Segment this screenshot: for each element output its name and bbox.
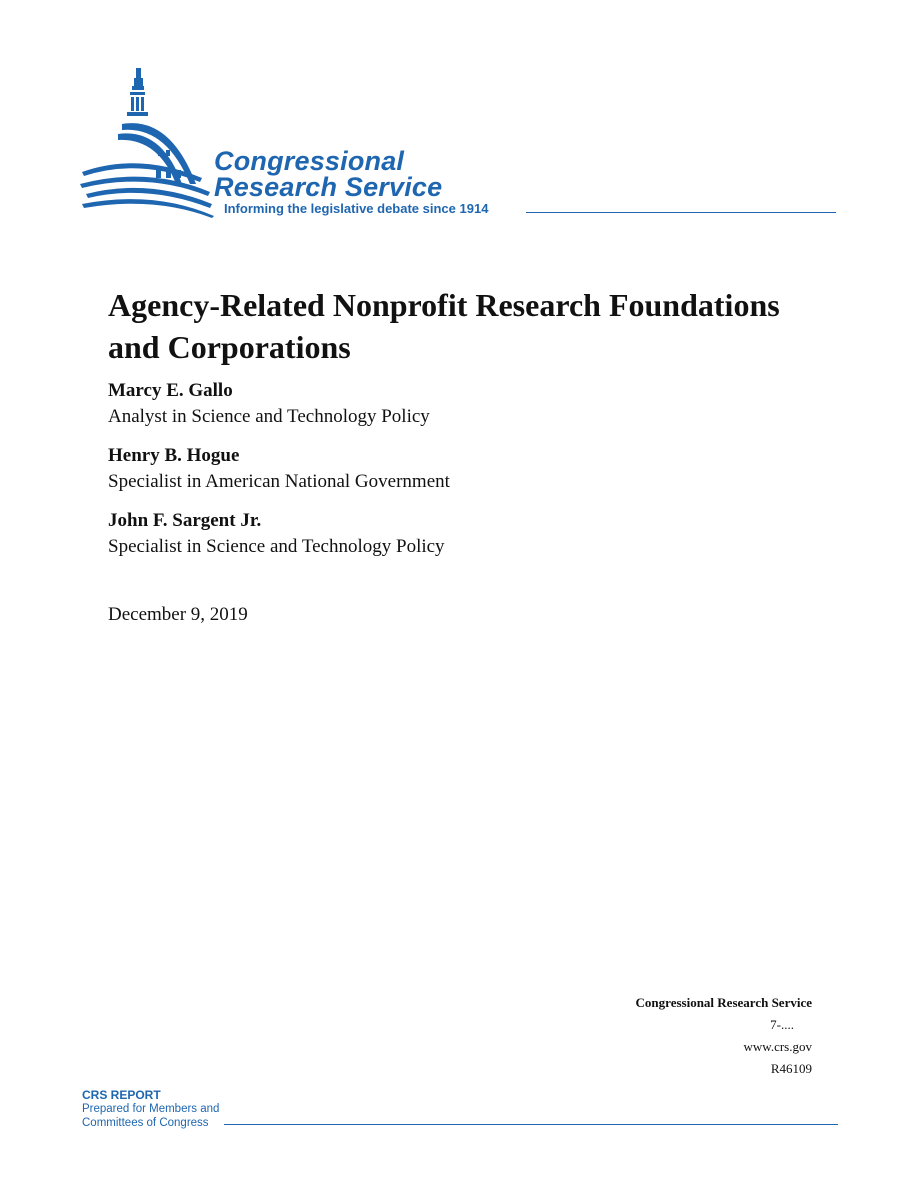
author-entry [108,443,808,495]
report-date: December 9, 2019 [108,604,248,625]
footer-line-1: Prepared for Members and [82,1103,220,1115]
footer-divider [224,1124,838,1125]
author-name: Marcy E. Gallo [108,380,233,401]
crs-info-block [636,992,812,1080]
crs-logo-name-line1: Congressional [214,146,405,176]
logo-divider [526,212,836,213]
crs-org-name: Congressional Research Service [635,995,812,1010]
report-title: Agency-Related Nonprofit Research Foundations and Corporations [108,287,780,365]
author-role: Specialist in American National Government [108,471,450,492]
author-list [108,378,808,573]
author-role: Analyst in Science and Technology Policy [108,406,430,427]
crs-code: 7-.... [770,1017,794,1032]
capitol-dome-icon [78,66,218,218]
author-entry [108,378,808,430]
author-role: Specialist in Science and Technology Policy [108,536,445,557]
footer-line-2: Committees of Congress [82,1117,209,1129]
author-name: John F. Sargent Jr. [108,510,262,531]
crs-logo-name [214,148,442,200]
footer-label: CRS REPORT [82,1088,161,1102]
crs-logo-tagline: Informing the legislative debate since 1914 [224,201,489,216]
report-number: R46109 [770,1061,812,1076]
crs-url-link[interactable]: www.crs.gov [743,1039,812,1054]
author-name: Henry B. Hogue [108,445,240,466]
crs-logo-name-line2: Research Service [214,172,443,202]
crs-report-footer [82,1088,838,1132]
author-entry [108,508,808,560]
crs-logo [78,66,838,222]
